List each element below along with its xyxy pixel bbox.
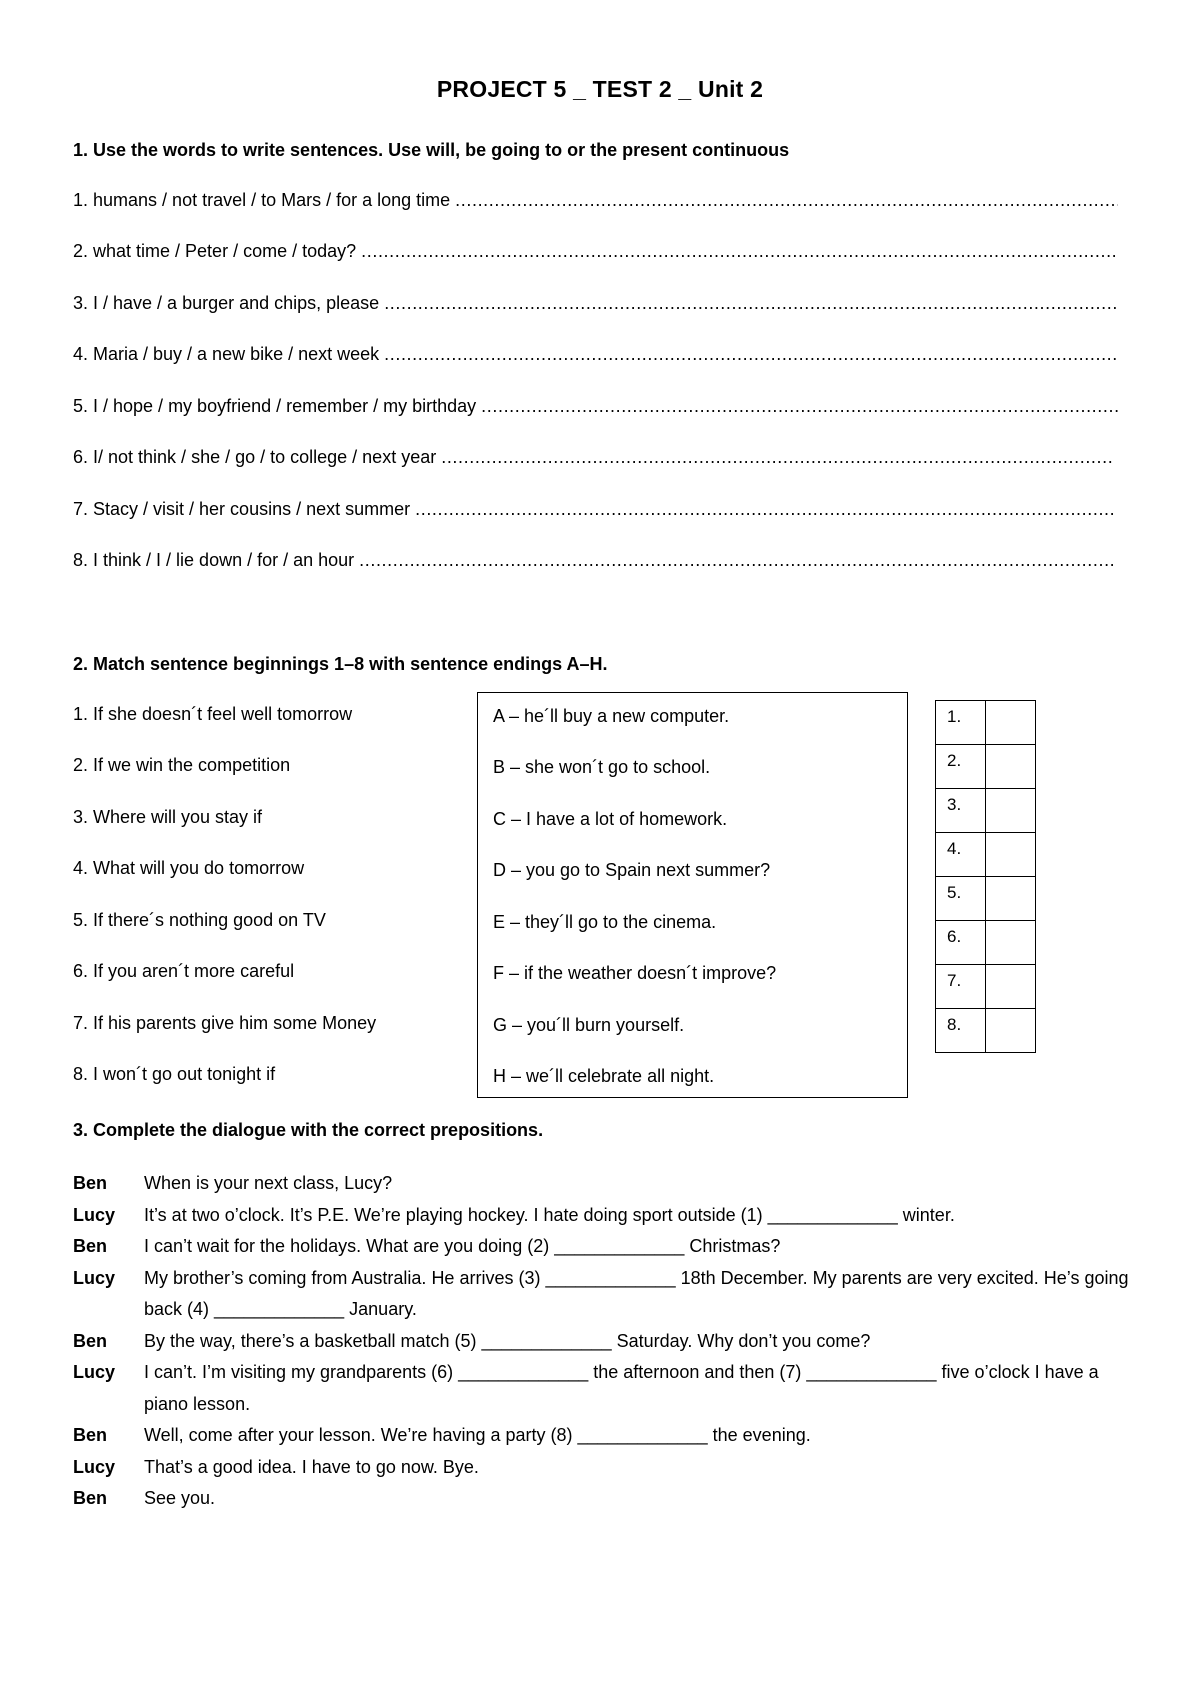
exercise-1-prompt: 7. Stacy / visit / her cousins / next summer xyxy=(73,499,411,519)
dialogue-line xyxy=(73,1420,1133,1452)
answer-row xyxy=(936,965,1035,1009)
answer-cell[interactable] xyxy=(986,1009,1035,1052)
sentence-ending: G – you´ll burn yourself. xyxy=(493,1015,685,1035)
answer-cell[interactable] xyxy=(986,745,1035,788)
dialogue xyxy=(73,1168,1133,1515)
dialogue-text: When is your next class, Lucy? xyxy=(144,1173,393,1193)
dialogue-text: Well, come after your lesson. We’re having a party (8) _____________ the evening. xyxy=(144,1425,811,1445)
answer-grid xyxy=(935,700,1036,1053)
answer-row xyxy=(936,1009,1035,1053)
speaker-name: Ben xyxy=(73,1425,108,1445)
answer-cell[interactable] xyxy=(986,701,1035,744)
sentence-beginning: 4. What will you do tomorrow xyxy=(73,858,305,878)
exercise-1-prompt: 1. humans / not travel / to Mars / for a long time xyxy=(73,190,451,210)
dialogue-line xyxy=(73,1200,1133,1232)
dialogue-text: By the way, there’s a basketball match (5) _____________ Saturday. Why don’t you come? xyxy=(144,1330,871,1351)
exercise-1-item xyxy=(73,396,1118,420)
sentence-ending: E – they´ll go to the cinema. xyxy=(493,912,717,932)
exercise-1-item xyxy=(73,190,1118,214)
answer-row xyxy=(936,789,1035,833)
speaker-name: Lucy xyxy=(73,1456,116,1477)
answer-dotted-line[interactable] xyxy=(384,344,1118,365)
speaker-name: Ben xyxy=(73,1488,108,1508)
answer-number: 4. xyxy=(936,833,986,876)
exercise-1-item xyxy=(73,293,1118,317)
answer-dotted-line[interactable] xyxy=(481,396,1118,417)
answer-dotted-line[interactable] xyxy=(361,241,1118,262)
dialogue-line xyxy=(73,1357,1133,1420)
answer-number: 1. xyxy=(936,701,986,744)
exercise-1-item xyxy=(73,447,1113,471)
dialogue-line xyxy=(73,1483,1133,1515)
answer-cell[interactable] xyxy=(986,921,1035,964)
sentence-beginning: 8. I won´t go out tonight if xyxy=(73,1064,276,1084)
sentence-ending: D – you go to Spain next summer? xyxy=(493,860,771,880)
sentence-beginning: 6. If you aren´t more careful xyxy=(73,961,295,981)
dialogue-line xyxy=(73,1263,1133,1326)
answer-number: 3. xyxy=(936,789,986,832)
dialogue-line xyxy=(73,1326,1133,1358)
exercise-1-item xyxy=(73,241,1118,265)
exercise-1-prompt: 5. I / hope / my boyfriend / remember / my birthday xyxy=(73,396,477,416)
answer-dotted-line[interactable] xyxy=(455,190,1118,211)
answer-cell[interactable] xyxy=(986,965,1035,1008)
answer-number: 2. xyxy=(936,745,986,788)
speaker-name: Ben xyxy=(73,1173,108,1193)
exercise-1-item xyxy=(73,550,1113,574)
dialogue-text: It’s at two o’clock. It’s P.E. We’re playing hockey. I hate doing sport outside (1) _____________ winter. xyxy=(144,1204,955,1225)
answer-dotted-line[interactable] xyxy=(415,499,1113,520)
dialogue-text: My brother’s coming from Australia. He arrives (3) _____________ 18th December. My parents are very excited. He’s going back (4) _____________ January. xyxy=(144,1267,1129,1319)
sentence-beginning: 2. If we win the competition xyxy=(73,755,291,775)
answer-row xyxy=(936,745,1035,789)
exercise-3-heading: 3. Complete the dialogue with the correct prepositions. xyxy=(73,1120,544,1140)
sentence-ending: H – we´ll celebrate all night. xyxy=(493,1066,715,1086)
sentence-ending: B – she won´t go to school. xyxy=(493,757,711,777)
exercise-1-prompt: 8. I think / I / lie down / for / an hour xyxy=(73,550,355,570)
answer-number: 8. xyxy=(936,1009,986,1052)
dialogue-text: I can’t wait for the holidays. What are you doing (2) _____________ Christmas? xyxy=(144,1236,781,1256)
dialogue-line xyxy=(73,1452,1133,1484)
answer-dotted-line[interactable] xyxy=(359,550,1113,571)
dialogue-text: See you. xyxy=(144,1488,216,1508)
sentence-ending: A – he´ll buy a new computer. xyxy=(493,706,730,726)
dialogue-text: I can’t. I’m visiting my grandparents (6) _____________ the afternoon and then (7) _____________ five o’clock I have a piano lesson. xyxy=(144,1362,1099,1414)
answer-dotted-line[interactable] xyxy=(384,293,1118,314)
dialogue-line xyxy=(73,1168,1133,1200)
sentence-beginning: 1. If she doesn´t feel well tomorrow xyxy=(73,704,353,724)
exercise-1-heading: 1. Use the words to write sentences. Use will, be going to or the present continuous xyxy=(73,140,790,160)
sentence-ending: F – if the weather doesn´t improve? xyxy=(493,963,777,983)
sentence-beginning: 5. If there´s nothing good on TV xyxy=(73,910,326,930)
answer-row xyxy=(936,701,1035,745)
page-title: PROJECT 5 _ TEST 2 _ Unit 2 xyxy=(436,76,764,102)
answer-number: 6. xyxy=(936,921,986,964)
answer-number: 5. xyxy=(936,877,986,920)
exercise-1-prompt: 4. Maria / buy / a new bike / next week xyxy=(73,344,380,364)
sentence-beginning: 7. If his parents give him some Money xyxy=(73,1013,377,1033)
answer-cell[interactable] xyxy=(986,789,1035,832)
answer-cell[interactable] xyxy=(986,877,1035,920)
exercise-1-prompt: 2. what time / Peter / come / today? xyxy=(73,241,357,261)
sentence-beginning: 3. Where will you stay if xyxy=(73,807,263,827)
dialogue-text: That’s a good idea. I have to go now. Bye. xyxy=(144,1456,479,1477)
exercise-1-item xyxy=(73,499,1113,523)
speaker-name: Lucy xyxy=(73,1204,116,1225)
exercise-2-heading: 2. Match sentence beginnings 1–8 with sentence endings A–H. xyxy=(73,654,608,674)
sentence-ending: C – I have a lot of homework. xyxy=(493,809,728,829)
answer-dotted-line[interactable] xyxy=(441,447,1113,468)
answer-row xyxy=(936,833,1035,877)
answer-row xyxy=(936,921,1035,965)
answer-cell[interactable] xyxy=(986,833,1035,876)
sentence-endings-box xyxy=(477,692,908,1098)
answer-number: 7. xyxy=(936,965,986,1008)
dialogue-line xyxy=(73,1231,1133,1263)
exercise-1-prompt: 3. I / have / a burger and chips, please xyxy=(73,293,380,313)
exercise-1-prompt: 6. I/ not think / she / go / to college / next year xyxy=(73,447,437,467)
speaker-name: Lucy xyxy=(73,1267,116,1288)
speaker-name: Ben xyxy=(73,1330,108,1351)
speaker-name: Ben xyxy=(73,1236,108,1256)
exercise-1-item xyxy=(73,344,1118,368)
answer-row xyxy=(936,877,1035,921)
speaker-name: Lucy xyxy=(73,1362,116,1382)
